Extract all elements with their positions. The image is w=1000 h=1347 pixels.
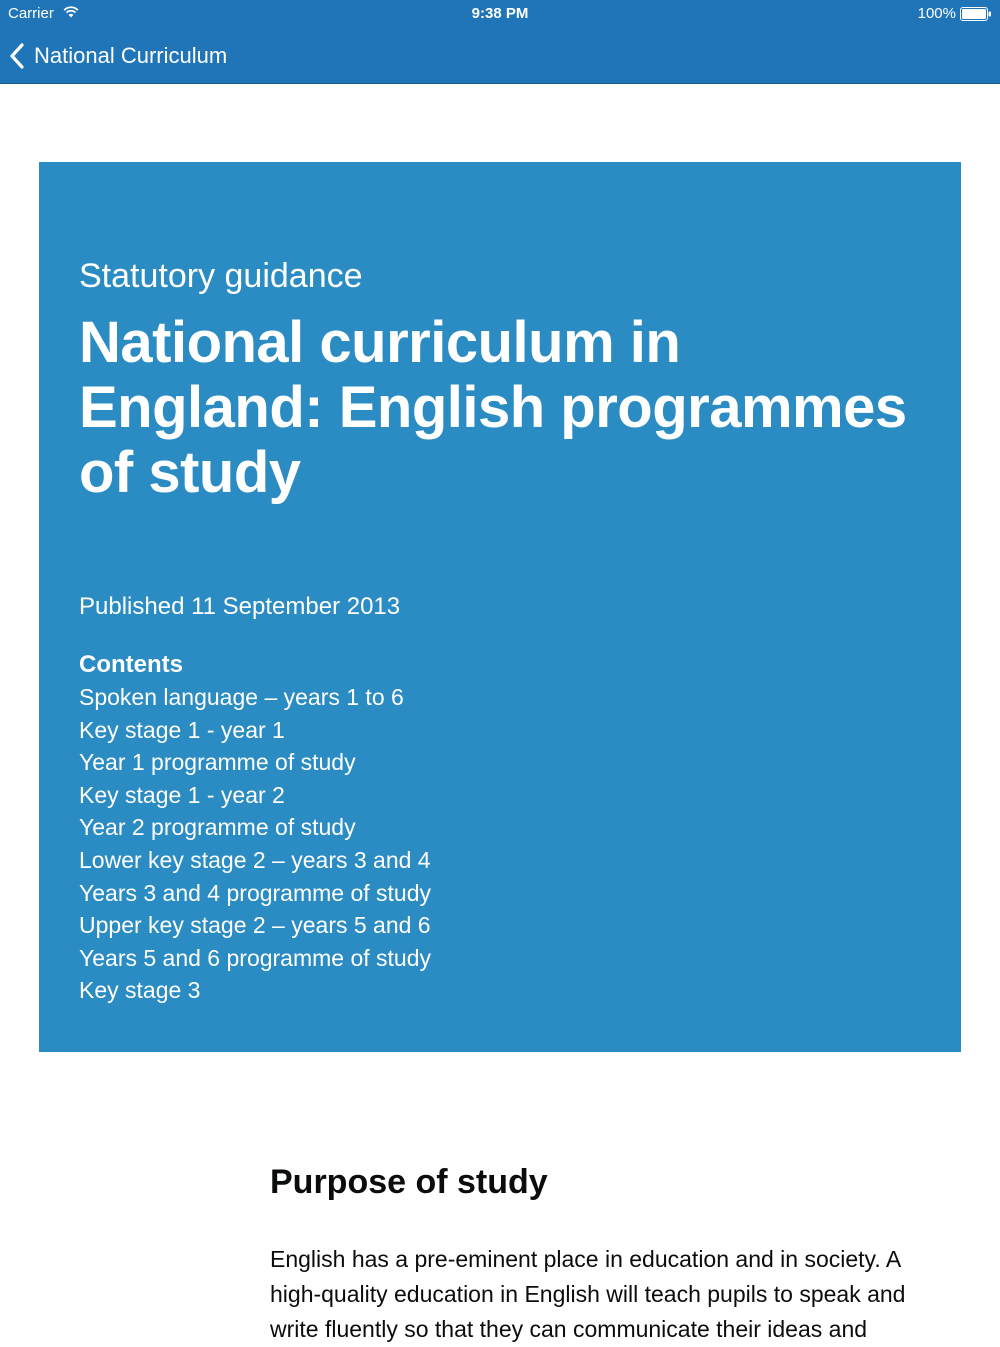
section-paragraph: English has a pre-eminent place in education and in society. A high-quality education in English will teach pupils to speak and write fluently so that they can communicate their ideas and (270, 1246, 906, 1342)
page-title: National curriculum in England: English programmes of study (79, 310, 907, 505)
contents-item (79, 844, 921, 877)
contents-item (79, 942, 921, 975)
contents-item (79, 746, 921, 779)
contents-link[interactable]: Lower key stage 2 – years 3 and 4 (79, 846, 431, 873)
contents-item (79, 974, 921, 1007)
contents-link[interactable]: Spoken language – years 1 to 6 (79, 684, 404, 710)
contents-link[interactable]: Key stage 1 - year 1 (79, 716, 285, 743)
back-button[interactable] (8, 38, 227, 74)
contents-link[interactable]: Key stage 3 (79, 977, 201, 1004)
contents-link[interactable]: Years 3 and 4 programme of study (79, 879, 432, 906)
contents-link[interactable]: Year 2 programme of study (79, 814, 356, 841)
contents-link[interactable]: Upper key stage 2 – years 5 and 6 (79, 912, 431, 939)
clock: 9:38 PM (471, 5, 529, 22)
battery-percent: 100% (917, 5, 956, 22)
navigation-bar (0, 28, 1000, 84)
contents-item (79, 909, 921, 942)
document-type: Statutory guidance (79, 257, 363, 295)
carrier-label: Carrier (8, 5, 54, 22)
contents-link[interactable]: Years 5 and 6 programme of study (79, 944, 432, 971)
contents-link[interactable]: Year 1 programme of study (79, 749, 356, 776)
chevron-left-icon (8, 42, 26, 70)
document-header (39, 162, 961, 1052)
back-button-label: National Curriculum (34, 43, 228, 68)
contents-list (79, 681, 921, 1007)
battery-icon (960, 7, 992, 21)
contents-item (79, 779, 921, 812)
section-heading: Purpose of study (270, 1163, 548, 1201)
contents-item (79, 877, 921, 910)
status-bar (0, 0, 1000, 28)
contents-item (79, 714, 921, 747)
contents-item (79, 681, 921, 714)
purpose-section (270, 1156, 950, 1347)
contents-item (79, 811, 921, 844)
contents-link[interactable]: Key stage 1 - year 2 (79, 781, 285, 808)
published-date: Published 11 September 2013 (79, 593, 401, 620)
contents-heading: Contents (79, 651, 183, 678)
